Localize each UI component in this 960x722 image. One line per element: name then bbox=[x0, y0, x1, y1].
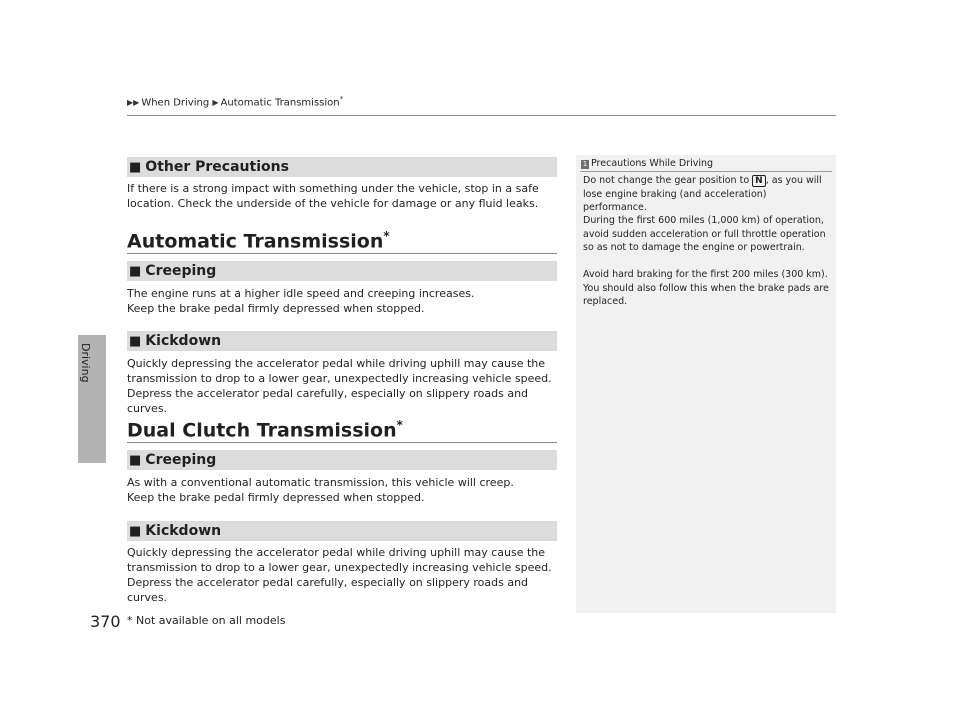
square-bullet-icon: ■ bbox=[129, 524, 142, 539]
availability-mark: * bbox=[383, 229, 390, 243]
paragraph-line: Keep the brake pedal firmly depressed when stopped. bbox=[127, 302, 425, 315]
paragraph-other-precautions: If there is a strong impact with something under the vehicle, stop in a safe location. Check the underside of the vehicle for damage or any fluid leaks. bbox=[127, 182, 539, 210]
paragraph-kickdown-at: Quickly depressing the accelerator pedal while driving uphill may cause the transmission to drop to a lower gear, unexpectedly increasing vehicle speed. Depress the accelerator pedal carefully, especially on slippery roads and curves. bbox=[127, 357, 552, 415]
section-heading-text: Other Precautions bbox=[145, 159, 289, 175]
section-heading-creeping-dct bbox=[127, 450, 557, 470]
breadcrumb bbox=[127, 95, 343, 108]
heading-automatic-transmission bbox=[127, 229, 390, 252]
availability-mark: * bbox=[339, 95, 344, 103]
gear-n-key-icon: N bbox=[752, 175, 766, 187]
chapter-side-tab-label: Driving bbox=[79, 343, 92, 383]
breadcrumb-item-when-driving[interactable]: When Driving bbox=[141, 97, 210, 109]
chapter-side-tab[interactable] bbox=[78, 335, 106, 463]
note-title[interactable] bbox=[581, 158, 713, 169]
square-bullet-icon: ■ bbox=[129, 334, 142, 349]
section-heading-kickdown-dct bbox=[127, 521, 557, 541]
heading-divider bbox=[127, 253, 557, 254]
section-heading-text: Creeping bbox=[145, 263, 217, 279]
paragraph-creeping-at bbox=[127, 286, 559, 316]
square-bullet-icon: ■ bbox=[129, 453, 142, 468]
section-heading-creeping-at bbox=[127, 261, 557, 281]
section-heading-text: Kickdown bbox=[145, 523, 222, 539]
footnote: * Not available on all models bbox=[127, 614, 286, 627]
section-heading-text: Kickdown bbox=[145, 333, 222, 349]
page-number: 370 bbox=[90, 612, 121, 631]
notes-panel bbox=[576, 155, 836, 613]
section-heading-kickdown-at bbox=[127, 331, 557, 351]
heading-divider bbox=[127, 442, 557, 443]
breadcrumb-arrow-icon: ▶ bbox=[212, 98, 219, 108]
paragraph-kickdown-dct: Quickly depressing the accelerator pedal while driving uphill may cause the transmission to drop to a lower gear, unexpectedly increasing vehicle speed. Depress the accelerator pedal carefully, especially on slippery roads and curves. bbox=[127, 546, 552, 604]
section-heading-text: Creeping bbox=[145, 452, 217, 468]
note-text: , as you will lose engine braking (and acceleration) performance. bbox=[583, 175, 822, 213]
heading-text: Dual Clutch Transmission bbox=[127, 419, 397, 442]
paragraph-line: The engine runs at a higher idle speed and creeping increases. bbox=[127, 287, 475, 300]
note-divider bbox=[580, 171, 832, 172]
header-divider bbox=[127, 115, 836, 116]
section-heading-other-precautions bbox=[127, 157, 557, 177]
square-bullet-icon: ■ bbox=[129, 160, 142, 175]
note-number-badge: 1 bbox=[582, 160, 588, 168]
note-paragraph-2: During the first 600 miles (1,000 km) of operation, avoid sudden acceleration or full throttle operation so as not to damage the engine or powertrain. bbox=[583, 215, 826, 253]
paragraph-line: As with a conventional automatic transmission, this vehicle will creep. bbox=[127, 476, 514, 489]
paragraph-creeping-dct bbox=[127, 475, 559, 505]
note-paragraph-1 bbox=[583, 174, 831, 215]
paragraph-line: Keep the brake pedal firmly depressed when stopped. bbox=[127, 491, 425, 504]
note-paragraph-3: Avoid hard braking for the first 200 miles (300 km). You should also follow this when the brake pads are replaced. bbox=[583, 269, 829, 307]
breadcrumb-arrow-icon: ▶▶ bbox=[127, 98, 140, 108]
availability-mark: * bbox=[396, 418, 403, 432]
heading-text: Automatic Transmission bbox=[127, 230, 384, 253]
heading-dual-clutch-transmission bbox=[127, 418, 403, 441]
breadcrumb-item-automatic-transmission[interactable]: Automatic Transmission bbox=[220, 97, 340, 109]
note-text: Do not change the gear position to bbox=[583, 175, 750, 186]
note-title-text: Precautions While Driving bbox=[591, 158, 714, 169]
square-bullet-icon: ■ bbox=[129, 264, 142, 279]
